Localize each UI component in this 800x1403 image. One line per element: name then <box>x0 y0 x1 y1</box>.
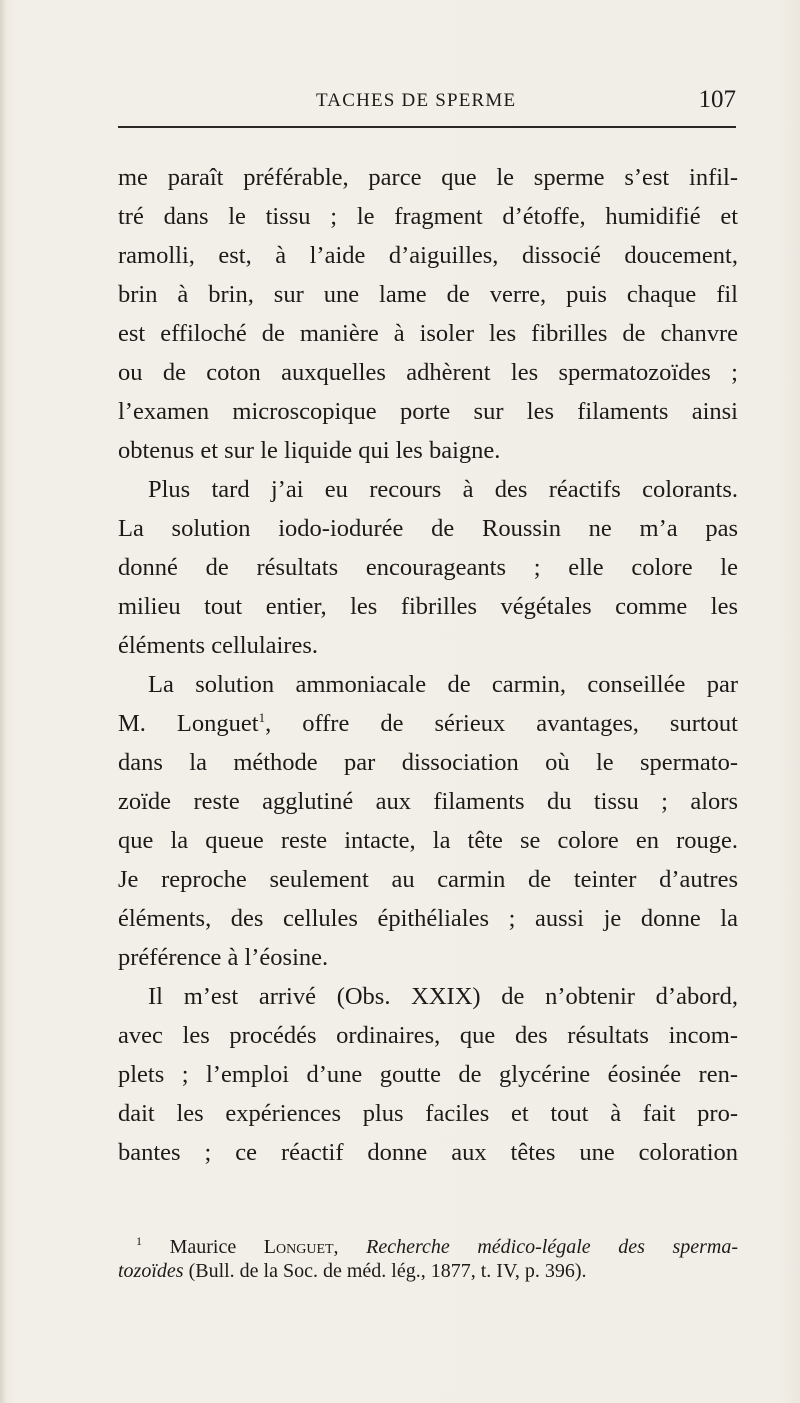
text-line: avec les procédés ordinaires, que des résultats incom- <box>118 1022 738 1049</box>
text-line: ramolli, est, à l’aide d’aiguilles, dissocié doucement, <box>118 242 738 269</box>
text-line: Je reproche seulement au carmin de teinter d’autres <box>118 866 738 893</box>
text-line: dait les expériences plus faciles et tout à fait pro- <box>118 1100 738 1127</box>
paragraph-start: Plus tard j’ai eu recours à des réactifs colorants. <box>148 476 738 503</box>
text-line: bantes ; ce réactif donne aux têtes une coloration <box>118 1139 738 1166</box>
text-line: me paraît préférable, parce que le sperme s’est infil- <box>118 164 738 191</box>
text-line: milieu tout entier, les fibrilles végétales comme les <box>118 593 738 620</box>
text-segment: , offre de sérieux avantages, surtout <box>265 710 738 737</box>
paragraph-start: Il m’est arrivé (Obs. XXIX) de n’obtenir d’abord, <box>148 983 738 1010</box>
footnote-citation: (Bull. de la Soc. de méd. lég., 1877, t. IV, p. 396). <box>188 1260 587 1282</box>
footnote-reference: 1 <box>258 710 266 725</box>
text-line: éléments, des cellules épithéliales ; aussi je donne la <box>118 905 738 932</box>
running-header <box>118 88 738 120</box>
text-line: zoïde reste agglutiné aux filaments du tissu ; alors <box>118 788 738 815</box>
text-line: donné de résultats encourageants ; elle colore le <box>118 554 738 581</box>
header-rule <box>118 126 736 128</box>
text-line: dans la méthode par dissociation où le spermato- <box>118 749 738 776</box>
text-line-with-footnote <box>118 704 738 743</box>
footnote-marker: 1 <box>136 1234 142 1248</box>
text-line: obtenus et sur le liquide qui les baigne. <box>118 437 501 464</box>
text-line: brin à brin, sur une lame de verre, puis chaque fil <box>118 281 738 308</box>
page-number: 107 <box>698 86 736 113</box>
text-line: ou de coton auxquelles adhèrent les spermatozoïdes ; <box>118 359 738 386</box>
body-text <box>118 158 738 1172</box>
footnote <box>118 1226 738 1286</box>
text-line: que la queue reste intacte, la tête se colore en rouge. <box>118 827 738 854</box>
footnote-title: Recherche médico-légale des sperma- <box>366 1236 738 1258</box>
text-line: éléments cellulaires. <box>118 632 318 659</box>
text-line: La solution iodo-iodurée de Roussin ne m’a pas <box>118 515 738 542</box>
footnote-author-first: Maurice <box>169 1236 237 1258</box>
footnote-line <box>118 1226 738 1256</box>
footnote-line <box>118 1256 738 1286</box>
text-segment: M. Longuet <box>118 710 259 737</box>
text-line: est effiloché de manière à isoler les fibrilles de chanvre <box>118 320 738 347</box>
text-line: l’examen microscopique porte sur les filaments ainsi <box>118 398 738 425</box>
running-title: TACHES DE SPERME <box>316 90 517 111</box>
paragraph-start: La solution ammoniacale de carmin, conseillée par <box>148 671 738 698</box>
text-line: préférence à l’éosine. <box>118 944 329 971</box>
page-edge-shadow <box>0 0 6 1403</box>
text-line: tré dans le tissu ; le fragment d’étoffe, humidifié et <box>118 203 738 230</box>
footnote-title-cont: tozoïdes <box>118 1260 184 1282</box>
footnote-author-last: Longuet, <box>263 1236 339 1258</box>
text-line: plets ; l’emploi d’une goutte de glycérine éosinée ren- <box>118 1061 738 1088</box>
